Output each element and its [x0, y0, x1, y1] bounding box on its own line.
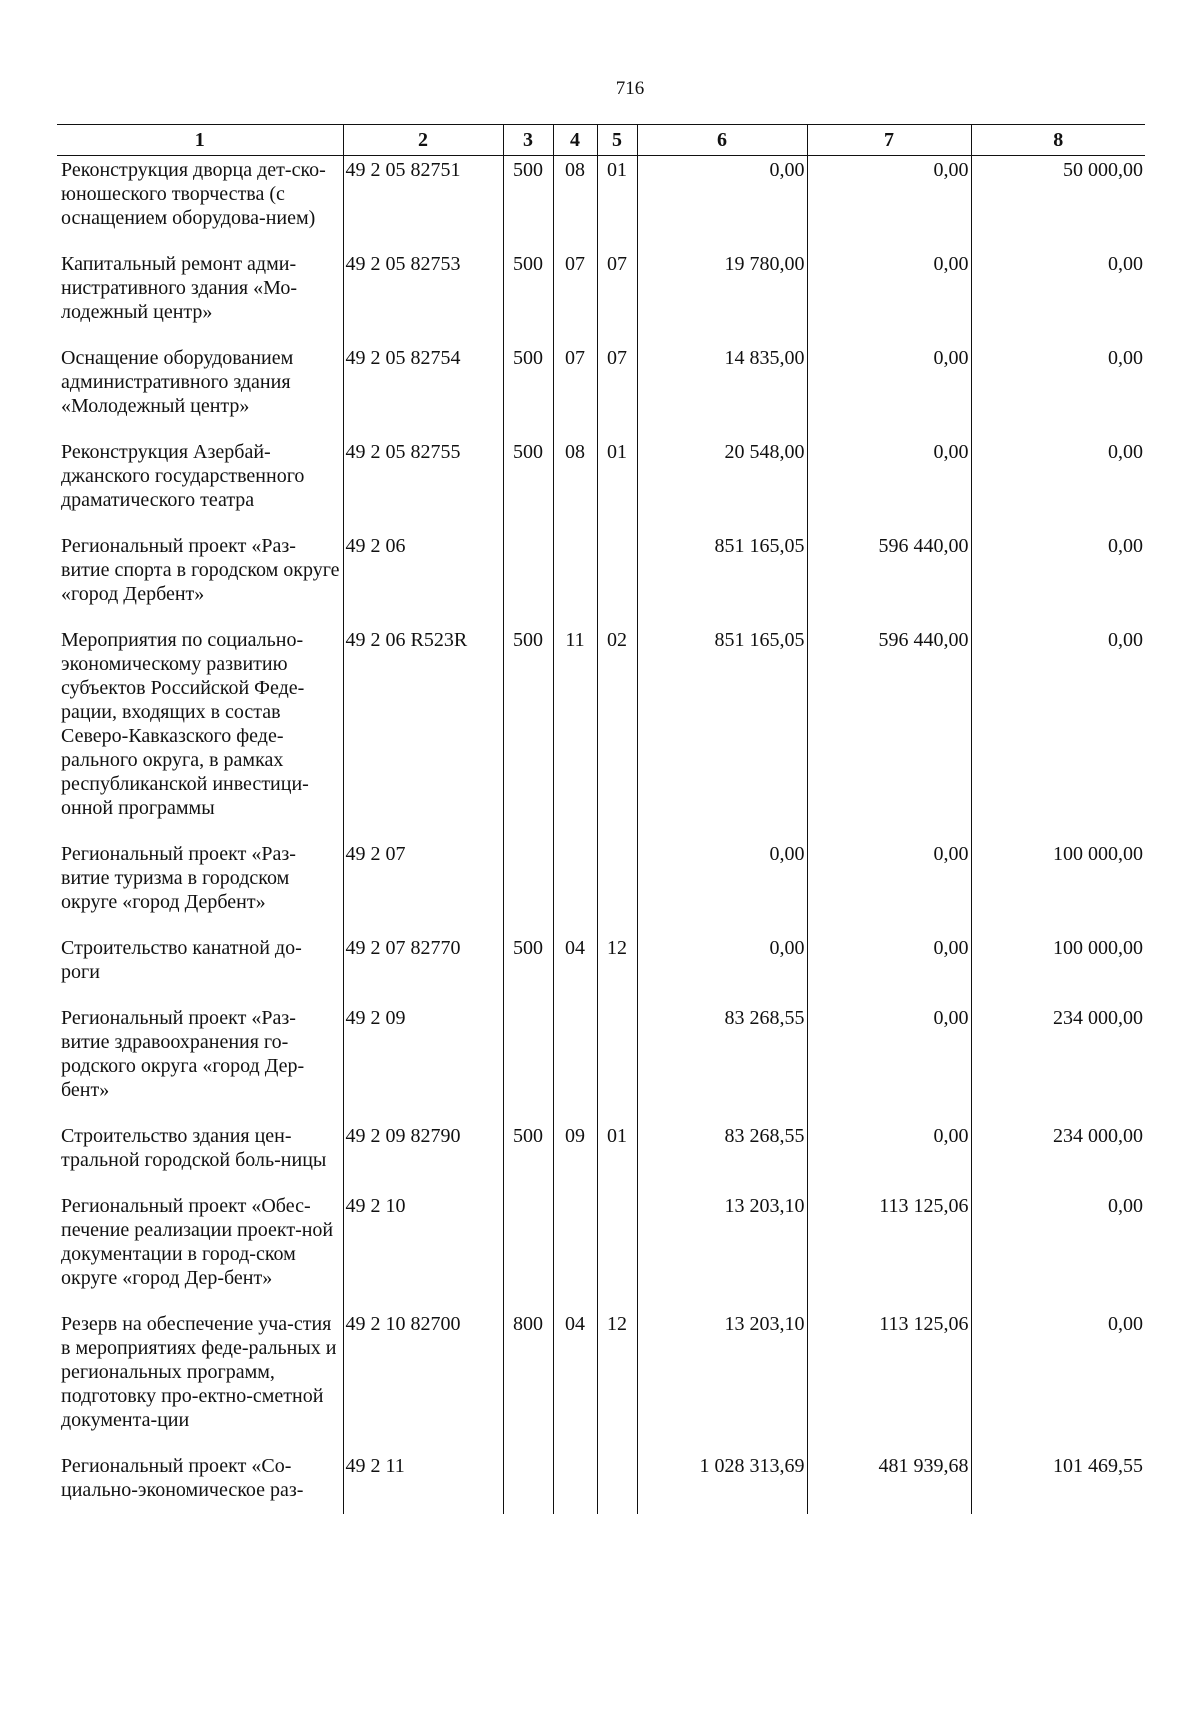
- row-col-5: [597, 1452, 637, 1514]
- row-col-4: [553, 1452, 597, 1514]
- row-col-4: 08: [553, 156, 597, 251]
- row-name: Мероприятия по социально-экономическому развитию субъектов Российской Феде-рации, входящих в состав Северо-Кавказского феде-рального округа, в рамках республиканской инвестици-онной программы: [61, 629, 309, 819]
- row-value-6: 13 203,10: [637, 1192, 807, 1310]
- row-col-3: 500: [503, 1122, 553, 1192]
- row-name: Реконструкция дворца дет-ско-юношеского творчества (с оснащением оборудова-нием): [61, 159, 326, 229]
- row-col-5: 01: [597, 156, 637, 251]
- row-col-4: [553, 1004, 597, 1122]
- row-col-4: 09: [553, 1122, 597, 1192]
- row-code: 49 2 07: [343, 840, 503, 934]
- row-col-5: 07: [597, 250, 637, 344]
- row-col-5: 01: [597, 1122, 637, 1192]
- row-value-6: 19 780,00: [637, 250, 807, 344]
- row-col-4: [553, 1192, 597, 1310]
- row-col-3: 500: [503, 344, 553, 438]
- row-value-7: 113 125,06: [807, 1192, 971, 1310]
- row-col-4: 07: [553, 250, 597, 344]
- row-col-4: 07: [553, 344, 597, 438]
- column-header-7: 7: [807, 125, 971, 156]
- table-row: [57, 1004, 1145, 1122]
- row-value-6: 0,00: [637, 840, 807, 934]
- row-name: Строительство канатной до-роги: [61, 937, 302, 983]
- column-header-5: 5: [597, 125, 637, 156]
- row-name: Резерв на обеспечение уча-стия в мероприятиях феде-ральных и региональных программ, подготовку про-ектно-сметной документа-ции: [61, 1313, 337, 1431]
- table-row: [57, 626, 1145, 840]
- row-value-6: 0,00: [637, 934, 807, 1004]
- column-header-8: 8: [971, 125, 1145, 156]
- row-value-6: 20 548,00: [637, 438, 807, 532]
- row-col-3: 500: [503, 156, 553, 251]
- row-value-8: 0,00: [971, 1192, 1145, 1310]
- row-value-6: 0,00: [637, 156, 807, 251]
- row-value-8: 101 469,55: [971, 1452, 1145, 1514]
- row-value-8: 0,00: [971, 344, 1145, 438]
- table-row: [57, 1122, 1145, 1192]
- row-col-5: [597, 532, 637, 626]
- row-code: 49 2 07 82770: [343, 934, 503, 1004]
- row-code: 49 2 11: [343, 1452, 503, 1514]
- row-col-4: 04: [553, 934, 597, 1004]
- row-col-3: [503, 532, 553, 626]
- table-row: [57, 156, 1145, 251]
- row-col-3: [503, 1004, 553, 1122]
- row-name: Оснащение оборудованием административного здания «Молодежный центр»: [61, 347, 294, 417]
- row-value-8: 0,00: [971, 1310, 1145, 1452]
- row-col-4: [553, 840, 597, 934]
- row-value-6: 851 165,05: [637, 626, 807, 840]
- row-value-6: 83 268,55: [637, 1122, 807, 1192]
- table-row: [57, 840, 1145, 934]
- row-name: Региональный проект «Обес-печение реализации проект-ной документации в город-ском округе «город Дер-бент»: [61, 1195, 334, 1289]
- row-value-7: 0,00: [807, 1122, 971, 1192]
- row-value-6: 1 028 313,69: [637, 1452, 807, 1514]
- row-col-4: 11: [553, 626, 597, 840]
- row-value-6: 14 835,00: [637, 344, 807, 438]
- row-code: 49 2 06 R523R: [343, 626, 503, 840]
- row-value-7: 0,00: [807, 840, 971, 934]
- column-header-2: 2: [343, 125, 503, 156]
- row-name: Реконструкция Азербай-джанского государственного драматического театра: [61, 441, 305, 511]
- row-value-8: 100 000,00: [971, 934, 1145, 1004]
- row-col-3: 500: [503, 438, 553, 532]
- row-code: 49 2 05 82753: [343, 250, 503, 344]
- row-value-7: 596 440,00: [807, 626, 971, 840]
- row-code: 49 2 05 82755: [343, 438, 503, 532]
- row-value-8: 0,00: [971, 438, 1145, 532]
- row-value-7: 0,00: [807, 250, 971, 344]
- row-code: 49 2 06: [343, 532, 503, 626]
- column-header-1: 1: [57, 125, 343, 156]
- row-value-8: 0,00: [971, 626, 1145, 840]
- row-col-3: [503, 840, 553, 934]
- table-row: [57, 934, 1145, 1004]
- table-row: [57, 532, 1145, 626]
- row-value-7: 0,00: [807, 438, 971, 532]
- row-col-5: 07: [597, 344, 637, 438]
- row-col-5: 01: [597, 438, 637, 532]
- row-col-5: [597, 1192, 637, 1310]
- table-row: [57, 250, 1145, 344]
- row-name: Региональный проект «Раз-витие здравоохранения го-родского округа «город Дер-бент»: [61, 1007, 305, 1101]
- row-code: 49 2 10: [343, 1192, 503, 1310]
- row-col-4: 04: [553, 1310, 597, 1452]
- row-name: Строительство здания цен-тральной городской боль-ницы: [61, 1125, 327, 1171]
- row-name: Капитальный ремонт адми-нистративного здания «Мо-лодежный центр»: [61, 253, 298, 323]
- row-code: 49 2 09: [343, 1004, 503, 1122]
- row-col-3: 500: [503, 626, 553, 840]
- column-header-3: 3: [503, 125, 553, 156]
- column-header-6: 6: [637, 125, 807, 156]
- row-value-7: 0,00: [807, 156, 971, 251]
- row-col-3: 800: [503, 1310, 553, 1452]
- row-value-7: 596 440,00: [807, 532, 971, 626]
- column-header-4: 4: [553, 125, 597, 156]
- row-code: 49 2 05 82751: [343, 156, 503, 251]
- row-value-8: 234 000,00: [971, 1122, 1145, 1192]
- row-col-3: 500: [503, 250, 553, 344]
- table-body: [57, 156, 1145, 1515]
- row-name: Региональный проект «Раз-витие туризма в городском округе «город Дербент»: [61, 843, 296, 913]
- table-row: [57, 438, 1145, 532]
- row-value-8: 234 000,00: [971, 1004, 1145, 1122]
- row-value-7: 481 939,68: [807, 1452, 971, 1514]
- row-col-4: 08: [553, 438, 597, 532]
- row-code: 49 2 10 82700: [343, 1310, 503, 1452]
- row-col-3: [503, 1192, 553, 1310]
- row-col-4: [553, 532, 597, 626]
- row-name: Региональный проект «Раз-витие спорта в городском округе «город Дербент»: [61, 535, 340, 605]
- row-name: Региональный проект «Со-циально-экономическое раз-: [61, 1455, 304, 1501]
- row-value-7: 0,00: [807, 934, 971, 1004]
- row-code: 49 2 05 82754: [343, 344, 503, 438]
- row-value-7: 0,00: [807, 344, 971, 438]
- budget-table: [57, 124, 1145, 1514]
- row-value-7: 113 125,06: [807, 1310, 971, 1452]
- page-number: 716: [615, 78, 645, 99]
- row-col-5: 12: [597, 934, 637, 1004]
- row-value-6: 851 165,05: [637, 532, 807, 626]
- row-value-7: 0,00: [807, 1004, 971, 1122]
- row-col-5: 12: [597, 1310, 637, 1452]
- table-row: [57, 1452, 1145, 1514]
- row-value-6: 13 203,10: [637, 1310, 807, 1452]
- row-value-8: 0,00: [971, 532, 1145, 626]
- row-col-3: [503, 1452, 553, 1514]
- row-col-5: 02: [597, 626, 637, 840]
- table-row: [57, 1192, 1145, 1310]
- row-value-6: 83 268,55: [637, 1004, 807, 1122]
- header-row: [57, 125, 1145, 156]
- row-value-8: 100 000,00: [971, 840, 1145, 934]
- row-value-8: 50 000,00: [971, 156, 1145, 251]
- table-row: [57, 1310, 1145, 1452]
- row-col-3: 500: [503, 934, 553, 1004]
- row-code: 49 2 09 82790: [343, 1122, 503, 1192]
- table-row: [57, 344, 1145, 438]
- row-col-5: [597, 840, 637, 934]
- row-col-5: [597, 1004, 637, 1122]
- row-value-8: 0,00: [971, 250, 1145, 344]
